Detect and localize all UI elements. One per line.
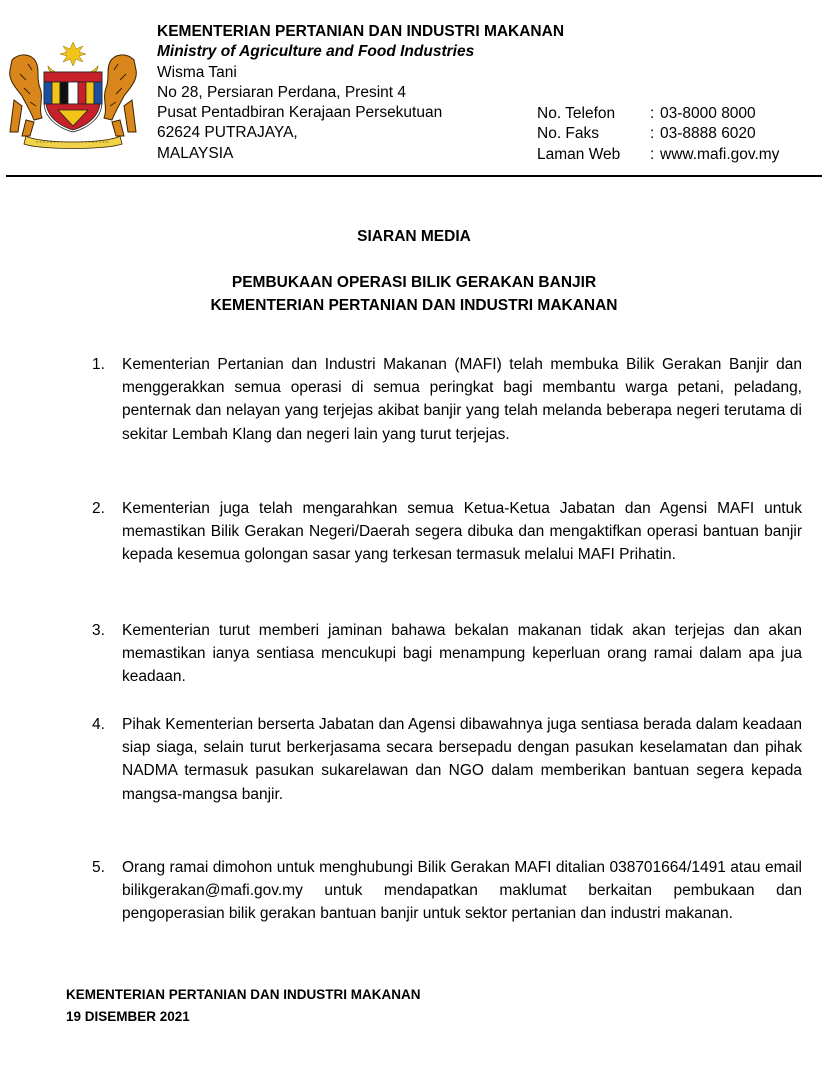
contact-value: www.mafi.gov.my [660,145,780,163]
contact-block [537,104,779,165]
document-heading: SIARAN MEDIA [357,228,471,245]
footer-date: 19 DISEMBER 2021 [66,1009,190,1024]
crest-shield [44,72,102,132]
paragraph-text: Orang ramai dimohon untuk menghubungi Bilik Gerakan MAFI ditalian 038701664/1491 atau email bilikgerakan@mafi.gov.my untuk mendapatkan maklumat berkaitan pembukaan dan pengoperasian bilik gerakan bantuan banjir untuk sektor pertanian dan industri makanan. [122,859,802,923]
paragraph-text: Kementerian Pertanian dan Industri Makanan (MAFI) telah membuka Bilik Gerakan Banjir dan menggerakkan semua operasi di semua peringkat bagi membantu warga petani, peladang, penternak dan nelayan yang terjejas akibat banjir yang telah melanda beberapa negeri terutama di sekitar Lembah Klang dan negeri lain yang turut terjejas. [122,356,802,443]
document-title-line-1: PEMBUKAAN OPERASI BILIK GERAKAN BANJIR [231,274,597,291]
paragraph-number: 2. [92,500,105,517]
footer-ministry-name: KEMENTERIAN PERTANIAN DAN INDUSTRI MAKANAN [66,987,421,1002]
paragraph-text: Kementerian turut memberi jaminan bahawa bekalan makanan tidak akan terjejas dan akan memastikan ianya sentiasa mencukupi bagi menampung keperluan orang ramai dalam apa jua keadaan. [122,622,802,686]
address-line: No 28, Persiaran Perdana, Presint 4 [157,83,406,101]
numbered-paragraph [92,713,802,806]
ministry-address-block [157,22,564,164]
contact-phone [537,104,779,124]
contact-value: 03-8000 8000 [660,105,756,122]
contact-label: Laman Web [537,145,621,163]
malaysia-coat-of-arms-icon [6,40,140,150]
left-tiger [10,55,42,136]
numbered-paragraph [92,497,802,567]
numbered-paragraph [92,856,802,926]
crest-scroll [24,136,122,149]
signature-block [66,984,421,1028]
contact-separator: : [650,105,655,122]
address-line: Wisma Tani [157,63,237,81]
paragraph-number: 4. [92,716,105,733]
contact-fax [537,124,779,144]
paragraph-number: 1. [92,356,105,373]
contact-website [537,145,779,165]
document-title-line-2: KEMENTERIAN PERTANIAN DAN INDUSTRI MAKANAN [210,297,618,314]
contact-separator: : [650,145,655,163]
address-line: MALAYSIA [157,144,234,162]
numbered-paragraph [92,619,802,689]
contact-separator: : [650,125,655,143]
header-divider [6,175,822,177]
right-tiger [104,55,136,136]
ministry-name-english: Ministry of Agriculture and Food Industries [157,43,475,61]
contact-value: 03-8888 6020 [660,125,756,143]
contact-label: No. Telefon [537,105,616,122]
paragraph-number: 3. [92,622,105,639]
ministry-name: KEMENTERIAN PERTANIAN DAN INDUSTRI MAKANAN [157,23,565,40]
contact-label: No. Faks [537,125,600,143]
crest-star [60,42,86,66]
address-line: Pusat Pentadbiran Kerajaan Persekutuan [157,104,443,122]
paragraph-text: Pihak Kementerian berserta Jabatan dan Agensi dibawahnya juga sentiasa berada dalam keadaan siap siaga, selain turut berkerjasama secara bersepadu dengan pasukan keselamatan dan pihak NADMA termasuk pasukan sukarelawan dan NGO dalam memberikan bantuan segera kepada mangsa-mangsa banjir. [122,716,802,803]
address-line: 62624 PUTRAJAYA, [157,124,298,142]
paragraph-text: Kementerian juga telah mengarahkan semua Ketua-Ketua Jabatan dan Agensi MAFI untuk memastikan Bilik Gerakan Negeri/Daerah segera dibuka dan mengaktifkan operasi bantuan banjir kepada kesemua golongan sasar yang terkesan termasuk melalui MAFI Prihatin. [122,500,802,564]
paragraph-number: 5. [92,859,105,876]
numbered-paragraph [92,353,802,446]
